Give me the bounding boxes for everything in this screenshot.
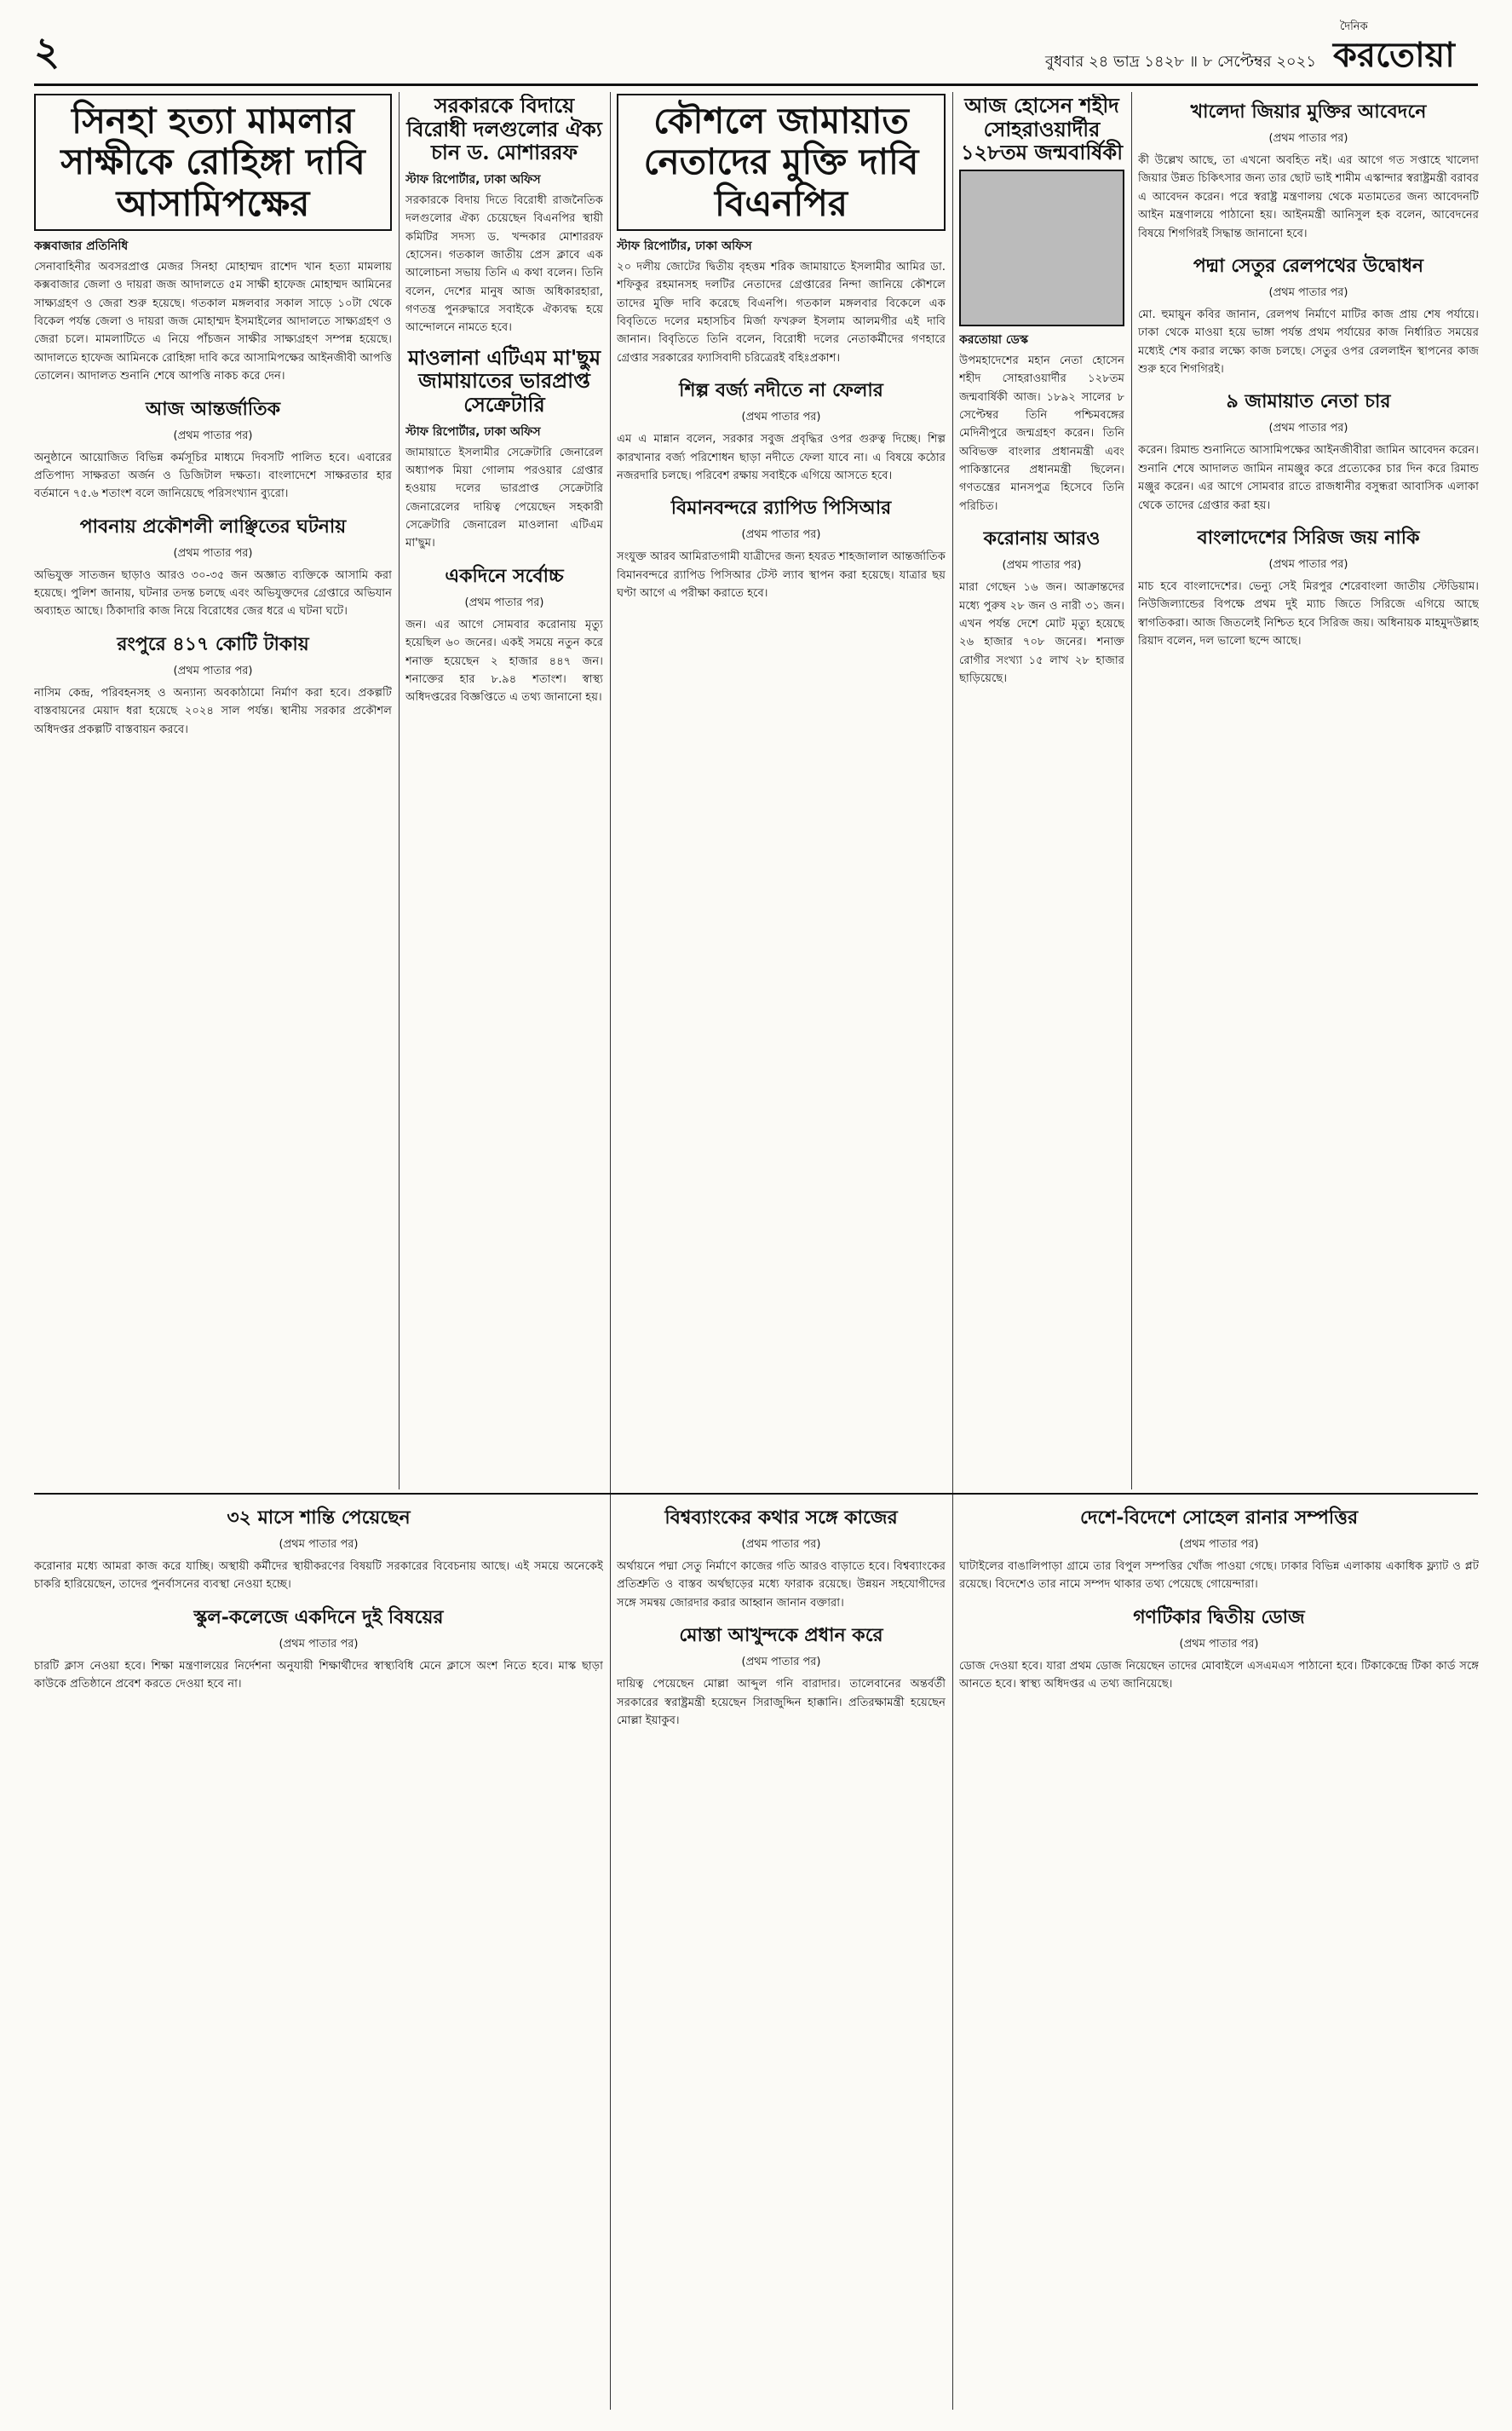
article-headline: পদ্মা সেতুর রেলপথের উদ্বোধন: [1193, 254, 1424, 277]
article-body: উপমহাদেশের মহান নেতা হোসেন শহীদ সোহরাওয়ার্দীর ১২৮তম জন্মবার্ষিকী আজ। ১৮৯২ সালের ৮ সেপ্টেম্বর তিনি পশ্চিমবঙ্গের মেদিনীপুরে জন্মগ্রহণ করেন। তিনি অবিভক্ত বাংলার প্রধানমন্ত্রী এবং পাকিস্তানের প্রধানমন্ত্রী ছিলেন। গণতন্ত্রের মানসপুত্র হিসেবে তিনি পরিচিত।: [959, 354, 1124, 513]
article-vaccine: [959, 1603, 1479, 1694]
column-divider: [610, 92, 611, 2410]
article-jump: (প্রথম পাতার পর): [173, 429, 253, 442]
column-divider: [952, 92, 953, 2410]
article-body: করোনার মধ্যে আমরা কাজ করে যাচ্ছি। অস্থায়ী কর্মীদের স্থায়ীকরণের বিষয়টি সরকারের বিবেচনায় আছে। এই সময়ে অনেকেই চাকরি হারিয়েছেন, তাদের পুনর্বাসনের ব্যবস্থা নেওয়া হচ্ছে।: [34, 1560, 603, 1592]
article-body: জামায়াতে ইসলামীর সেক্রেটারি জেনারেল অধ্যাপক মিয়া গোলাম পরওয়ার গ্রেপ্তার হওয়ায় দলের ভারপ্রাপ্ত সেক্রেটারি জেনারেলের দায়িত্ব পেয়েছেন সহকারী সেক্রেটারি জেনারেল মাওলানা এটিএম মা'ছুম।: [405, 446, 603, 550]
lower-center: [617, 1500, 946, 2411]
article-pabna: [34, 512, 392, 621]
article-body: অনুষ্ঠানে আয়োজিত বিভিন্ন কর্মসূচির মাধ্যমে দিবসটি পালিত হবে। এবারের প্রতিপাদ্য সাক্ষরতা অর্জন ও ডিজিটাল দক্ষতা। বাংলাদেশে সাক্ষরতার হার বর্তমানে ৭৫.৬ শতাংশ বলে জানিয়েছে পরিসংখ্যান ব্যুরো।: [34, 451, 392, 501]
logo-text: করতোয়া: [1333, 35, 1455, 75]
article-headline: খালেদা জিয়ার মুক্তির আবেদনে: [1190, 101, 1427, 123]
article-jump: (প্রথম পাতার পর): [1268, 132, 1348, 145]
article-jump: (প্রথম পাতার পর): [1179, 1637, 1259, 1650]
article-jump: (প্রথম পাতার পর): [1268, 422, 1348, 435]
article-32-months: [34, 1503, 603, 1594]
article-body: সরকারকে বিদায় দিতে বিরোধী রাজনৈতিক দলগুলোর ঐক্য চেয়েছেন বিএনপির স্থায়ী কমিটির সদস্য ড. খন্দকার মোশাররফ হোসেন। গতকাল জাতীয় প্রেস ক্লাবে এক আলোচনা সভায় তিনি এ কথা বলেন। তিনি বলেন, দেশের মানুষ আজ অধিকারহারা, গণতন্ত্র পুনরুদ্ধারে সবাইকে ঐক্যবদ্ধ হয়ে আন্দোলনে নামতে হবে।: [405, 193, 603, 335]
article-body: কী উল্লেখ আছে, তা এখনো অবহিত নই। এর আগে গত সপ্তাহে খালেদা জিয়ার উন্নত চিকিৎসার জন্য তার ছোট ভাই শামীম এস্কান্দার স্বরাষ্ট্রমন্ত্রী বরাবর এ আবেদন করেন। পরে স্বরাষ্ট্র মন্ত্রণালয় থেকে মতামতের জন্য আবেদনটি আইন মন্ত্রণালয়ে পাঠানো হয়। আইনমন্ত্রী আনিসুল হক বলেন, আবেদনের বিষয়ে শিগগিরই সিদ্ধান্ত জানানো হবে।: [1138, 154, 1479, 240]
article-headline: দেশে-বিদেশে সোহেল রানার সম্পত্তির: [1079, 1506, 1359, 1529]
article-headline: বাংলাদেশের সিরিজ জয় নাকি: [1197, 526, 1420, 549]
article-jamaat: [617, 94, 946, 367]
article-jump: (প্রথম পাতার পর): [279, 1538, 359, 1551]
article-headline: সিনহা হত্যা মামলার সাক্ষীকে রোহিঙ্গা দাবি আসামিপক্ষের: [34, 94, 392, 231]
newspaper-logo: [1333, 19, 1478, 73]
column-center: [617, 94, 946, 1491]
article-headline: স্কুল-কলেজে একদিনে দুই বিষয়ের: [193, 1605, 444, 1628]
article-headline: করোনায় আরও: [983, 527, 1101, 550]
logo-small-text: দৈনিক: [1340, 20, 1368, 33]
article-body: ২০ দলীয় জোটের দ্বিতীয় বৃহত্তম শরিক জামায়াতে ইসলামীর আমির ডা. শফিকুর রহমানসহ দলটির নেতাদের গ্রেপ্তারের নিন্দা জানিয়ে কৌশলে তাদের মুক্তি দাবি করেছে বিএনপি। গতকাল মঙ্গলবার বিকেলে এক বিবৃতিতে দলের মহাসচিব মির্জা ফখরুল ইসলাম আলমগীর এই দাবি জানান। বিবৃতিতে তিনি বলেন, বিরোধী দলের নেতাকর্মীদের গণহারে গ্রেপ্তার সরকারের ফ্যাসিবাদী চরিত্রেরই বহিঃপ্রকাশ।: [617, 260, 946, 365]
article-jump: (প্রথম পাতার পর): [464, 596, 544, 609]
article-headline: সরকারকে বিদায়ে বিরোধী দলগুলোর ঐক্য চান ড. মোশাররফ: [406, 94, 602, 165]
lower-left: [34, 1500, 603, 2411]
article-body: ঘাটাইলের বাঙালিপাড়া গ্রামে তার বিপুল সম্পত্তির খোঁজ পাওয়া গেছে। ঢাকার বিভিন্ন এলাকায় একাধিক ফ্ল্যাট ও প্লট রয়েছে। বিদেশেও তার নামে সম্পদ থাকার তথ্য পেয়েছে গোয়েন্দারা।: [959, 1560, 1479, 1592]
article-suhrawardy: [959, 94, 1124, 516]
article-masum: [405, 346, 603, 553]
page-number: ২: [34, 28, 60, 74]
article-body: নাসিম কেন্দ্র, পরিবহনসহ ও অন্যান্য অবকাঠামো নির্মাণ করা হবে। প্রকল্পটি বাস্তবায়নের মেয়াদ ধরা হয়েছে ২০২৪ সাল পর্যন্ত। স্থানীয় সরকার প্রকৌশল অধিদপ্তর প্রকল্পটি বাস্তবায়ন করবে।: [34, 686, 392, 736]
article-headline: মোস্তা আখুন্দকে প্রধান করে: [679, 1624, 883, 1647]
article-body: মো. হুমায়ুন কবির জানান, রেলপথ নির্মাণে মাটির কাজ প্রায় শেষ পর্যায়ে। ঢাকা থেকে মাওয়া হয়ে ভাঙ্গা পর্যন্ত প্রথম পর্যায়ের কাজ নির্ধারিত সময়ের মধ্যেই শেষ করার লক্ষ্যে কাজ চলছে। সেতুর ওপর রেললাইন স্থাপনের কাজ শুরু হবে শিগগিরই।: [1138, 308, 1479, 376]
article-sohel-rana: [959, 1503, 1479, 1594]
article-byline: স্টাফ রিপোর্টার, ঢাকা অফিস: [405, 424, 541, 439]
article-headline: কৌশলে জামায়াত নেতাদের মুক্তি দাবি বিএনপির: [617, 94, 946, 231]
article-jump: (প্রথম পাতার পর): [1268, 557, 1348, 571]
article-headline: আজ হোসেন শহীদ সোহরাওয়ার্দীর ১২৮তম জন্মবার্ষিকী: [960, 94, 1124, 165]
masthead: [34, 15, 1478, 86]
column-right: [1138, 94, 1479, 1491]
article-byline: করতোয়া ডেস্ক: [959, 332, 1028, 347]
article-jamaat-leaders: [1138, 387, 1479, 515]
article-padma-rail: [1138, 251, 1479, 379]
article-jump: (প্রথম পাতার পর): [173, 546, 253, 560]
article-jump: (প্রথম পাতার পর): [741, 1538, 821, 1551]
article-headline: একদিনে সর্বোচ্চ: [445, 564, 564, 587]
article-byline: স্টাফ রিপোর্টার, ঢাকা অফিস: [405, 172, 541, 187]
article-body: অর্থায়নে পদ্মা সেতু নির্মাণে কাজের গতি আরও বাড়াতে হবে। বিশ্বব্যাংকের প্রতিশ্রুতি ও বাস্তব অর্থছাড়ের মধ্যে ফারাক রয়েছে। উন্নয়ন সহযোগীদের সঙ্গে সমন্বয় জোরদার করার আহ্বান জানান বক্তারা।: [617, 1560, 946, 1610]
section-divider: [34, 1493, 1478, 1495]
article-jump: (প্রথম পাতার পর): [741, 411, 821, 424]
article-school: [34, 1603, 603, 1694]
portrait-photo: [959, 170, 1124, 326]
article-jump: (প্রথম পাতার পর): [279, 1637, 359, 1650]
article-jump: (প্রথম পাতার পর): [1002, 559, 1082, 573]
column-divider: [399, 92, 400, 1489]
column-second: [405, 94, 603, 1491]
article-headline: বিশ্বব্যাংকের কথার সঙ্গে কাজের: [664, 1506, 898, 1529]
article-taliban: [617, 1621, 946, 1730]
article-jump: (প্রথম পাতার পর): [741, 1656, 821, 1669]
article-headline: ৩২ মাসে শান্তি পেয়েছেন: [227, 1506, 411, 1529]
article-rangpur: [34, 630, 392, 739]
article-byline: স্টাফ রিপোর্টার, ঢাকা অফিস: [617, 239, 752, 253]
article-covid-record: [405, 562, 603, 707]
column-divider: [1131, 92, 1132, 1489]
article-headline: রংপুরে ৪১৭ কোটি টাকায়: [117, 632, 309, 655]
article-cricket: [1138, 523, 1479, 651]
article-body: মারা গেছেন ১৬ জন। আক্রান্তদের মধ্যে পুরুষ ২৮ জন ও নারী ৩১ জন। এখন পর্যন্ত দেশে মোট মৃত্যু হয়েছে ২৬ হাজার ৭০৮ জনের। শনাক্ত রোগীর সংখ্যা ১৫ লাখ ২৮ হাজার ছাড়িয়েছে।: [959, 581, 1124, 686]
article-literacy: [34, 395, 392, 504]
article-worldbank: [617, 1503, 946, 1612]
article-mosharraf: [405, 94, 603, 337]
article-body: ডোজ দেওয়া হবে। যারা প্রথম ডোজ নিয়েছেন তাদের মোবাইলে এসএমএস পাঠানো হবে। টিকাকেন্দ্রে টিকা কার্ড সঙ্গে আনতে হবে। স্বাস্থ্য অধিদপ্তর এ তথ্য জানিয়েছে।: [959, 1659, 1479, 1691]
article-byline: কক্সবাজার প্রতিনিধি: [34, 239, 129, 253]
article-headline: ৯ জামায়াত নেতা চার: [1226, 390, 1391, 413]
article-corona-more: [959, 524, 1124, 688]
article-body: চারটি ক্লাস নেওয়া হবে। শিক্ষা মন্ত্রণালয়ের নির্দেশনা অনুযায়ী শিক্ষার্থীদের স্বাস্থ্যবিধি মেনে ক্লাসে অংশ নিতে হবে। মাস্ক ছাড়া কাউকে প্রতিষ্ঠানে প্রবেশ করতে দেওয়া হবে না।: [34, 1659, 603, 1691]
article-airport-pcr: [617, 493, 946, 602]
article-industrial-waste: [617, 376, 946, 485]
article-headline: পাবনায় প্রকৌশলী লাঞ্ছিতের ঘটনায়: [79, 515, 347, 538]
article-headline: গণটিকার দ্বিতীয় ডোজ: [1133, 1605, 1305, 1628]
date-line: বুধবার ২৪ ভাদ্র ১৪২৮ ॥ ৮ সেপ্টেম্বর ২০২১: [1044, 53, 1316, 71]
article-body: দায়িত্ব পেয়েছেন মোল্লা আব্দুল গনি বারাদার। তালেবানের অন্তর্বর্তী সরকারের স্বরাষ্ট্রমন্ত্রী হয়েছেন সিরাজুদ্দিন হাক্কানি। প্রতিরক্ষামন্ত্রী হয়েছেন মোল্লা ইয়াকুব।: [617, 1678, 946, 1727]
article-body: অভিযুক্ত সাতজন ছাড়াও আরও ৩০-৩৫ জন অজ্ঞাত ব্যক্তিকে আসামি করা হয়েছে। পুলিশ জানায়, ঘটনার তদন্ত চলছে এবং অভিযুক্তদের গ্রেপ্তারে অভিযান অব্যাহত আছে। ঠিকাদারি কাজ নিয়ে বিরোধের জের ধরে এ ঘটনা ঘটে।: [34, 568, 392, 619]
article-headline: বিমানবন্দরে র‌্যাপিড পিসিআর: [670, 497, 892, 520]
article-jump: (প্রথম পাতার পর): [741, 528, 821, 542]
article-headline: মাওলানা এটিএম মা'ছুম জামায়াতের ভারপ্রাপ্ত সেক্রেটারি: [407, 344, 601, 417]
article-body: করেন। রিমান্ড শুনানিতে আসামিপক্ষের আইনজীবীরা জামিন আবেদন করেন। শুনানি শেষে আদালত জামিন নামঞ্জুর করে প্রত্যেকের চার দিন করে রিমান্ড মঞ্জুর করেন। এর আগে সোমবার রাতে রাজধানীর বসুন্ধরা আবাসিক এলাকা থেকে তাদের গ্রেপ্তার করা হয়।: [1138, 444, 1479, 512]
article-body: সেনাবাহিনীর অবসরপ্রাপ্ত মেজর সিনহা মোহাম্মদ রাশেদ খান হত্যা মামলায় কক্সবাজার জেলা ও দায়রা জজ আদালতে ৫ম সাক্ষী হাফেজ মোহাম্মদ আমিনের সাক্ষ্যগ্রহণ ও জেরা শুরু হয়েছে। গতকাল মঙ্গলবার সকাল সাড়ে ১০টা থেকে বিকেল পর্যন্ত জেলা ও দায়রা জজ মোহাম্মদ ইসমাইলের আদালতে সাক্ষ্যগ্রহণ ও জেরা চলে। মামলাটিতে এ নিয়ে পাঁচজন সাক্ষীর সাক্ষ্যগ্রহণ সম্পন্ন হয়েছে। আদালতে হাফেজ আমিনকে রোহিঙ্গা দাবি করে আসামিপক্ষের আইনজীবী আপত্তি তোলেন। আদালত শুনানি শেষে আপত্তি নাকচ করে দেন।: [34, 260, 392, 383]
article-body: এম এ মান্নান বলেন, সরকার সবুজ প্রবৃদ্ধির ওপর গুরুত্ব দিচ্ছে। শিল্প কারখানার বর্জ্য পরিশোধন ছাড়া নদীতে ফেলা যাবে না। এ বিষয়ে কঠোর নজরদারি চলছে। পরিবেশ রক্ষায় সবাইকে এগিয়ে আসতে হবে।: [617, 433, 946, 482]
article-jump: (প্রথম পাতার পর): [173, 664, 253, 677]
column-fourth: [959, 94, 1124, 1491]
article-headline: শিল্প বর্জ্য নদীতে না ফেলার: [679, 379, 883, 402]
article-body: জন। এর আগে সোমবার করোনায় মৃত্যু হয়েছিল ৬০ জনের। একই সময়ে নতুন করে শনাক্ত হয়েছেন ২ হাজার ৪৪৭ জন। শনাক্তের হার ৮.৯৪ শতাংশ। স্বাস্থ্য অধিদপ্তরের বিজ্ঞপ্তিতে এ তথ্য জানানো হয়।: [405, 618, 603, 705]
article-body: মাচ হবে বাংলাদেশের। ভেন্যু সেই মিরপুর শেরেবাংলা জাতীয় স্টেডিয়াম। নিউজিল্যান্ডের বিপক্ষে প্রথম দুই ম্যাচ জিতে সিরিজে এগিয়ে আছে স্বাগতিকরা। আজ জিতলেই নিশ্চিত হবে সিরিজ জয়। অধিনায়ক মাহমুদউল্লাহ রিয়াদ বলেন, দল ভালো ছন্দে আছে।: [1138, 579, 1479, 648]
article-khaleda: [1138, 97, 1479, 243]
article-headline: আজ আন্তর্জাতিক: [145, 397, 281, 420]
article-sinha: [34, 94, 392, 386]
article-jump: (প্রথম পাতার পর): [1268, 285, 1348, 299]
lower-right: [959, 1500, 1479, 2411]
article-body: সংযুক্ত আরব আমিরাতগামী যাত্রীদের জন্য হযরত শাহজালাল আন্তর্জাতিক বিমানবন্দরে র‌্যাপিড পিসিআর টেস্ট ল্যাব স্থাপন করা হয়েছে। যাত্রার ছয় ঘণ্টা আগে এ পরীক্ষা করাতে হবে।: [617, 550, 946, 601]
article-jump: (প্রথম পাতার পর): [1179, 1538, 1259, 1551]
